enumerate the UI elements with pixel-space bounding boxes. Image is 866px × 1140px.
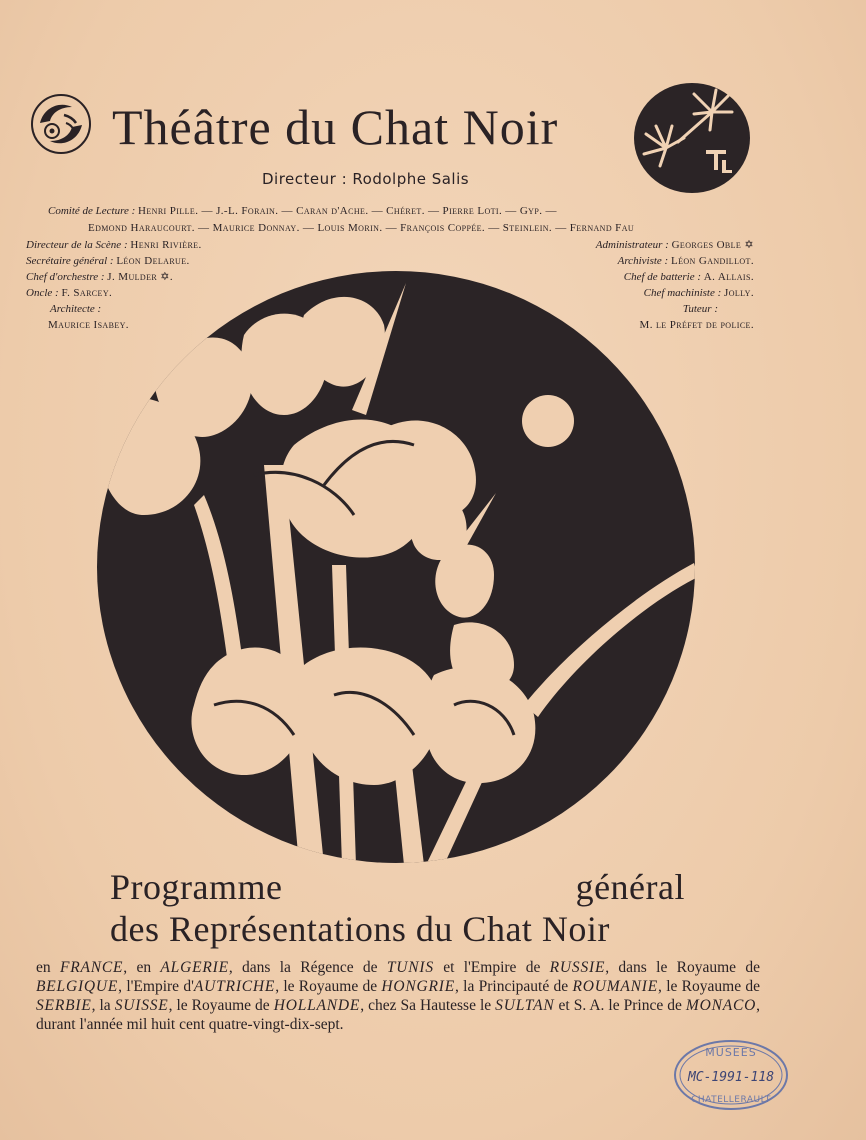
- country-name: TUNIS: [386, 959, 434, 976]
- staff-right-item: Archiviste : Léon Gandillot.: [617, 255, 754, 267]
- country-name: SERBIE: [36, 997, 92, 1014]
- museum-stamp: [672, 1038, 790, 1112]
- stamp-bottom-text: CHATELLERAULT: [691, 1095, 771, 1105]
- countries-paragraph: en FRANCE, en ALGERIE, dans la Régence de TUNIS et l'Empire de RUSSIE, dans le Royaume de BELGIQUE, l'Empire d'AUTRICHE, le Royaume de HONGRIE, la Principauté de ROUMANIE, le Royaume de SERBIE, la SUISSE, le Royaume de HOLLANDE, chez Sa Hautesse le SULTAN et S. A. le Prince de MONACO, durant l'année mil huit cent quatre-vingt-dix-sept.: [36, 959, 761, 1033]
- iris-moon-illustration: [94, 265, 698, 865]
- country-name: MONACO: [685, 997, 757, 1014]
- programme-heading-row1: [110, 866, 685, 908]
- cat-emblem-icon: [30, 93, 92, 155]
- country-name: HONGRIE: [381, 978, 456, 995]
- staff-right-item: Tuteur :: [682, 303, 718, 315]
- committee-label: Comité de Lecture :: [48, 205, 136, 217]
- general-word: général: [575, 867, 685, 907]
- stamp-number-text: MC-1991-118: [687, 1070, 775, 1085]
- country-name: BELGIQUE: [36, 978, 119, 995]
- staff-right-item: Administrateur : Georges Oble ✡: [595, 239, 754, 251]
- director-line: Directeur : Rodolphe Salis: [262, 170, 470, 188]
- programme-word: Programme: [110, 867, 283, 907]
- committee-names-1: Henri Pille. — J.-L. Forain. — Caran d'Ache. — Chéret. — Pierre Loti. — Gyp. —: [138, 205, 557, 217]
- programme-heading-row2: des Représentations du Chat Noir: [110, 909, 610, 949]
- moon-icon: [522, 395, 574, 447]
- staff-left-item: Maurice Isabey.: [48, 319, 129, 331]
- theatre-title: Théâtre du Chat Noir: [112, 99, 559, 155]
- sultan-title: SULTAN: [495, 997, 555, 1014]
- programme-heading: [110, 866, 685, 950]
- staff-right-item: Chef de batterie : A. Allais.: [623, 271, 754, 283]
- country-name: FRANCE: [59, 959, 124, 976]
- committee-line-1: [48, 203, 557, 219]
- staff-left-item: Chef d'orchestre : J. Mulder ✡.: [26, 271, 174, 283]
- country-name: RUSSIE: [549, 959, 606, 976]
- country-name: ALGERIE: [160, 959, 229, 976]
- staff-left-item: Oncle : F. Sarcey.: [26, 287, 113, 299]
- stamp-top-text: MUSEES: [705, 1046, 757, 1059]
- staff-left-item: Directeur de la Scène : Henri Rivière.: [26, 239, 202, 251]
- staff-left-item: Secrétaire général : Léon Delarue.: [26, 255, 190, 267]
- country-name: HOLLANDE: [273, 997, 361, 1014]
- country-name: AUTRICHE: [193, 978, 276, 995]
- committee-names-2: Edmond Haraucourt. — Maurice Donnay. — Louis Morin. — François Coppée. — Steinlein. — Fernand Fau: [88, 222, 635, 234]
- committee-line-2: [88, 220, 634, 236]
- country-name: SUISSE: [114, 997, 169, 1014]
- country-name: ROUMANIE: [572, 978, 659, 995]
- staff-left-item: Architecte :: [50, 303, 102, 315]
- staff-right-item: Chef machiniste : Jolly.: [643, 287, 754, 299]
- staff-right-item: M. le Préfet de police.: [639, 319, 754, 331]
- leaf-emblem-icon: [632, 82, 752, 194]
